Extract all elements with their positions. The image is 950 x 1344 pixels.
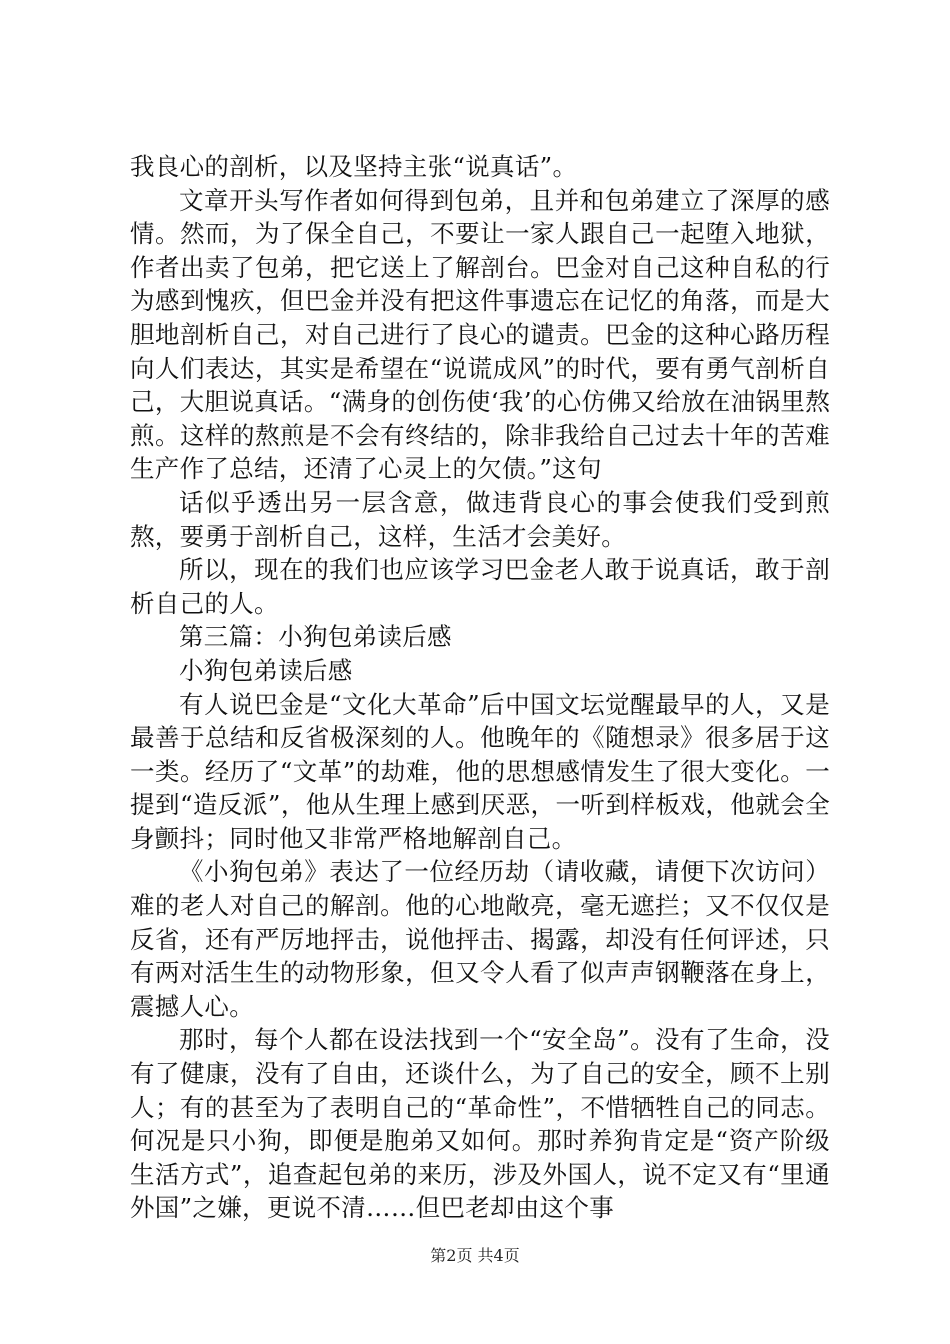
paragraph: 那时，每个人都在设法找到一个“安全岛”。没有了生命，没有了健康，没有了自由，还谈什么，为了自己的安全，顾不上别人；有的甚至为了表明自己的“革命性”，不惜牺牲自己的同志。何况是只小狗，即便是胞弟又如何。那时养狗肯定是“资产阶级生活方式”，追查起包弟的来历，涉及外国人，说不定又有“里通外国”之嫌，更说不清……但巴老却由这个事 xyxy=(130,1025,830,1223)
section-heading: 第三篇：小狗包弟读后感 xyxy=(179,622,452,652)
paragraph: 有人说巴金是“文化大革命”后中国文坛觉醒最早的人，又是最善于总结和反省极深刻的人。他晚年的《随想录》很多居于这一类。经历了“文革”的劫难，他的思想感情发生了很大变化。一提到“造反派”，他从生理上感到厌恶，一听到样板戏，他就会全身颤抖；同时他又非常严格地解剖自己。 xyxy=(130,689,830,853)
body-text xyxy=(130,150,830,1225)
paragraph: 我良心的剖析，以及坚持主张“说真话”。 xyxy=(130,152,578,181)
page-footer: 第2页 共4页 xyxy=(430,1246,520,1265)
paragraph: 文章开头写作者如何得到包弟，且并和包弟建立了深厚的感情。然而，为了保全自己，不要让一家人跟自己一起堕入地狱，作者出卖了包弟，把它送上了解剖台。巴金对自己这种自私的行为感到愧疚，但巴金并没有把这件事遗忘在记忆的角落，而是大胆地剖析自己，对自己进行了良心的谴责。巴金的这种心路历程向人们表达，其实是希望在“说谎成风”的时代，要有勇气剖析自己，大胆说真话。“满身的创伤使‘我’的心仿佛又给放在油锅里熬煎。这样的熬煎是不会有终结的，除非我给自己过去十年的苦难生产作了总结，还清了心灵上的欠债。”这句 xyxy=(130,185,830,484)
paragraph: 所以，现在的我们也应该学习巴金老人敢于说真话，敢于剖析自己的人。 xyxy=(130,555,830,618)
paragraph: 《小狗包弟》表达了一位经历劫（请收藏，请便下次访问）难的老人对自己的解剖。他的心地敞亮，毫无遮拦；又不仅仅是反省，还有严厉地抨击，说他抨击、揭露，却没有任何评述，只有两对活生生的动物形象，但又令人看了似声声钢鞭落在身上，震撼人心。 xyxy=(130,857,830,1021)
paragraph: 话似乎透出另一层含意，做违背良心的事会使我们受到煎熬，要勇于剖析自己，这样，生活才会美好。 xyxy=(130,487,830,551)
essay-title: 小狗包弟读后感 xyxy=(179,655,353,685)
